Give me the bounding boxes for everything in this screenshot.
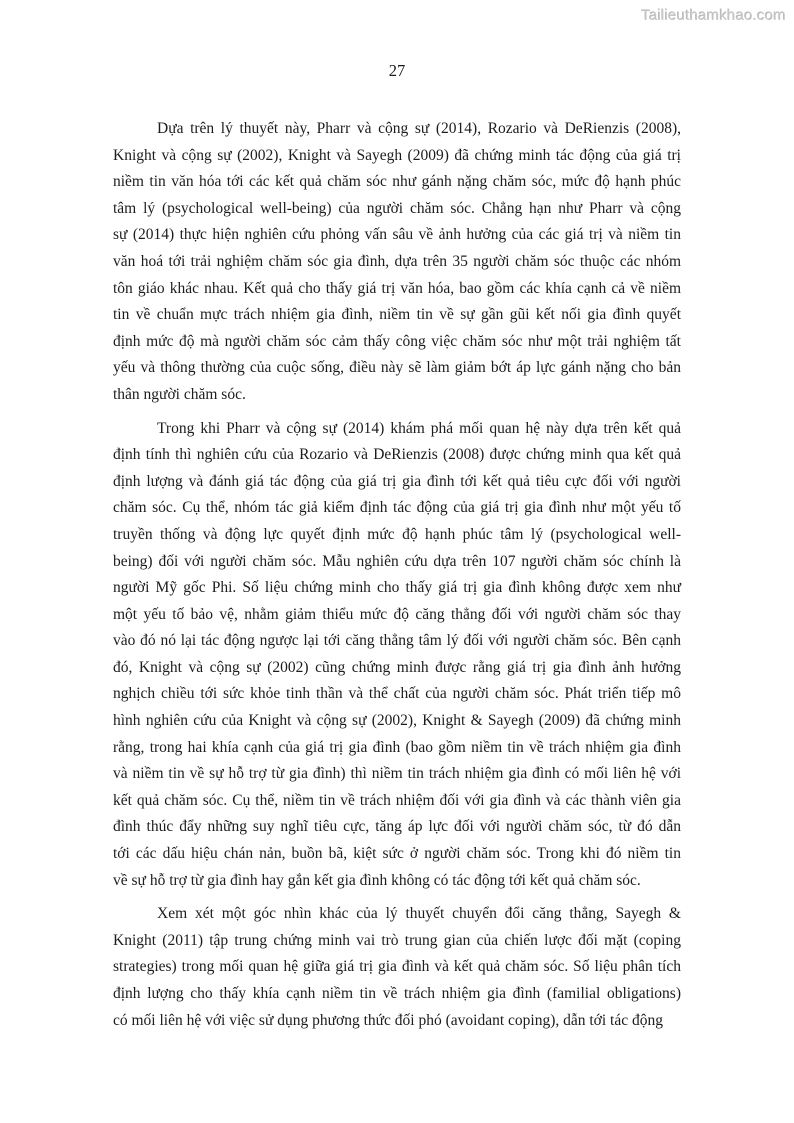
text-line: tôn giáo khác nhau. Kết quả cho thấy giá trị văn hóa, bao gồm các khía cạnh cả về niềm	[113, 279, 681, 297]
watermark: Tailieuthamkhao.com	[641, 7, 786, 24]
text-line: Xem xét một góc nhìn khác của lý thuyết chuyển đổi căng thẳng, Sayegh &	[157, 905, 681, 923]
text-line: tới các dấu hiệu chán nản, buồn bã, kiệt sức ở người chăm sóc. Trong khi đó niềm tin	[113, 845, 681, 863]
paragraph	[113, 116, 681, 409]
text-line: định lượng và đánh giá tác động của giá trị gia đình tới kết quả tiêu cực đối với người	[113, 472, 681, 490]
paragraph	[113, 416, 681, 895]
text-line: tin về chuẩn mực trách nhiệm gia đình, niềm tin về sự gần gũi kết nối gia đình quyết	[113, 306, 681, 324]
text-line: đình thúc đẩy những suy nghĩ tiêu cực, tăng áp lực đối với người chăm sóc, từ đó dẫn	[113, 818, 681, 836]
text-line: định lượng cho thấy khía cạnh niềm tin về trách nhiệm gia đình (familial obligations)	[113, 985, 681, 1002]
text-line: văn hoá tới trải nghiệm chăm sóc gia đình, dựa trên 35 người chăm sóc thuộc các nhóm	[113, 252, 681, 270]
text-line: Trong khi Pharr và cộng sự (2014) khám phá mối quan hệ này dựa trên kết quả	[157, 419, 681, 437]
body-text	[113, 116, 681, 1041]
text-line: Knight và cộng sự (2002), Knight và Sayegh (2009) đã chứng minh tác động của giá trị	[113, 146, 681, 164]
text-line: định tính thì nghiên cứu của Rozario và DeRienzis (2008) được chứng minh qua kết quả	[113, 446, 681, 464]
text-line: có mối liên hệ với việc sử dụng phương thức đối phó (avoidant coping), dẫn tới tác động	[113, 1011, 663, 1029]
text-line: rằng, trong hai khía cạnh của giá trị gia đình (bao gồm niềm tin về trách nhiệm gia đình	[113, 738, 681, 756]
text-line: và niềm tin về sự hỗ trợ từ gia đình) thì niềm tin trách nhiệm gia đình có mối liên hệ với	[113, 765, 681, 783]
text-line: hình nghiên cứu của Knight và cộng sự (2002), Knight & Sayegh (2009) đã chứng minh	[113, 712, 681, 730]
page-number: 27	[388, 61, 406, 80]
text-line: strategies) trong mối quan hệ giữa giá trị gia đình và kết quả chăm sóc. Số liệu phân tích	[113, 958, 681, 976]
text-line: sự (2014) thực hiện nghiên cứu phỏng vấn sâu về ảnh hưởng của các giá trị và niềm tin	[113, 226, 681, 244]
text-line: Dựa trên lý thuyết này, Pharr và cộng sự (2014), Rozario và DeRienzis (2008),	[157, 120, 681, 137]
text-line: thân người chăm sóc.	[113, 385, 246, 403]
text-line: định mức độ mà người chăm sóc cảm thấy công việc chăm sóc như một trải nghiệm tất	[113, 332, 681, 350]
text-line: niềm tin văn hóa tới các kết quả chăm sóc như gánh nặng chăm sóc, mức độ hạnh phúc	[113, 173, 681, 191]
text-line: yếu và thông thường của cuộc sống, điều này sẽ làm giảm bớt áp lực gánh nặng cho bản	[113, 359, 681, 377]
text-line: kết quả chăm sóc. Cụ thể, niềm tin về trách nhiệm đối với gia đình và các thành viên gia	[113, 791, 681, 809]
text-line: being) đối với người chăm sóc. Mẫu nghiên cứu dựa trên 107 người chăm sóc chính là	[113, 552, 681, 570]
text-line: nghịch chiều tới sức khỏe tinh thần và thể chất của người chăm sóc. Phát triển tiếp mô	[113, 685, 681, 703]
text-line: truyền thống và động lực quyết định mức độ hạnh phúc tâm lý (psychological well-	[113, 525, 681, 543]
text-line: vào đó nó lại tác động ngược lại tới căng thẳng tâm lý đối với người chăm sóc. Bên cạnh	[113, 632, 681, 650]
text-line: người Mỹ gốc Phi. Số liệu chứng minh cho thấy giá trị gia đình không được xem như	[113, 579, 681, 597]
text-line: Knight (2011) tập trung chứng minh vai trò trung gian của chiến lược đối mặt (coping	[113, 931, 681, 949]
text-line: đó, Knight và cộng sự (2002) cũng chứng minh được rằng giá trị gia đình ảnh hưởng	[113, 658, 681, 676]
text-line: chăm sóc. Cụ thể, nhóm tác giả kiểm định tác động của giá trị gia đình như một yếu tố	[113, 499, 681, 517]
text-line: về sự hỗ trợ từ gia đình hay gắn kết gia đình không có tác động tới kết quả chăm sóc.	[113, 871, 641, 889]
paragraph	[113, 901, 681, 1034]
text-line: tâm lý (psychological well-being) của người chăm sóc. Chẳng hạn như Pharr và cộng	[113, 199, 681, 217]
text-line: một yếu tố bảo vệ, nhằm giảm thiểu mức độ căng thẳng đối với người chăm sóc thay	[113, 605, 681, 623]
